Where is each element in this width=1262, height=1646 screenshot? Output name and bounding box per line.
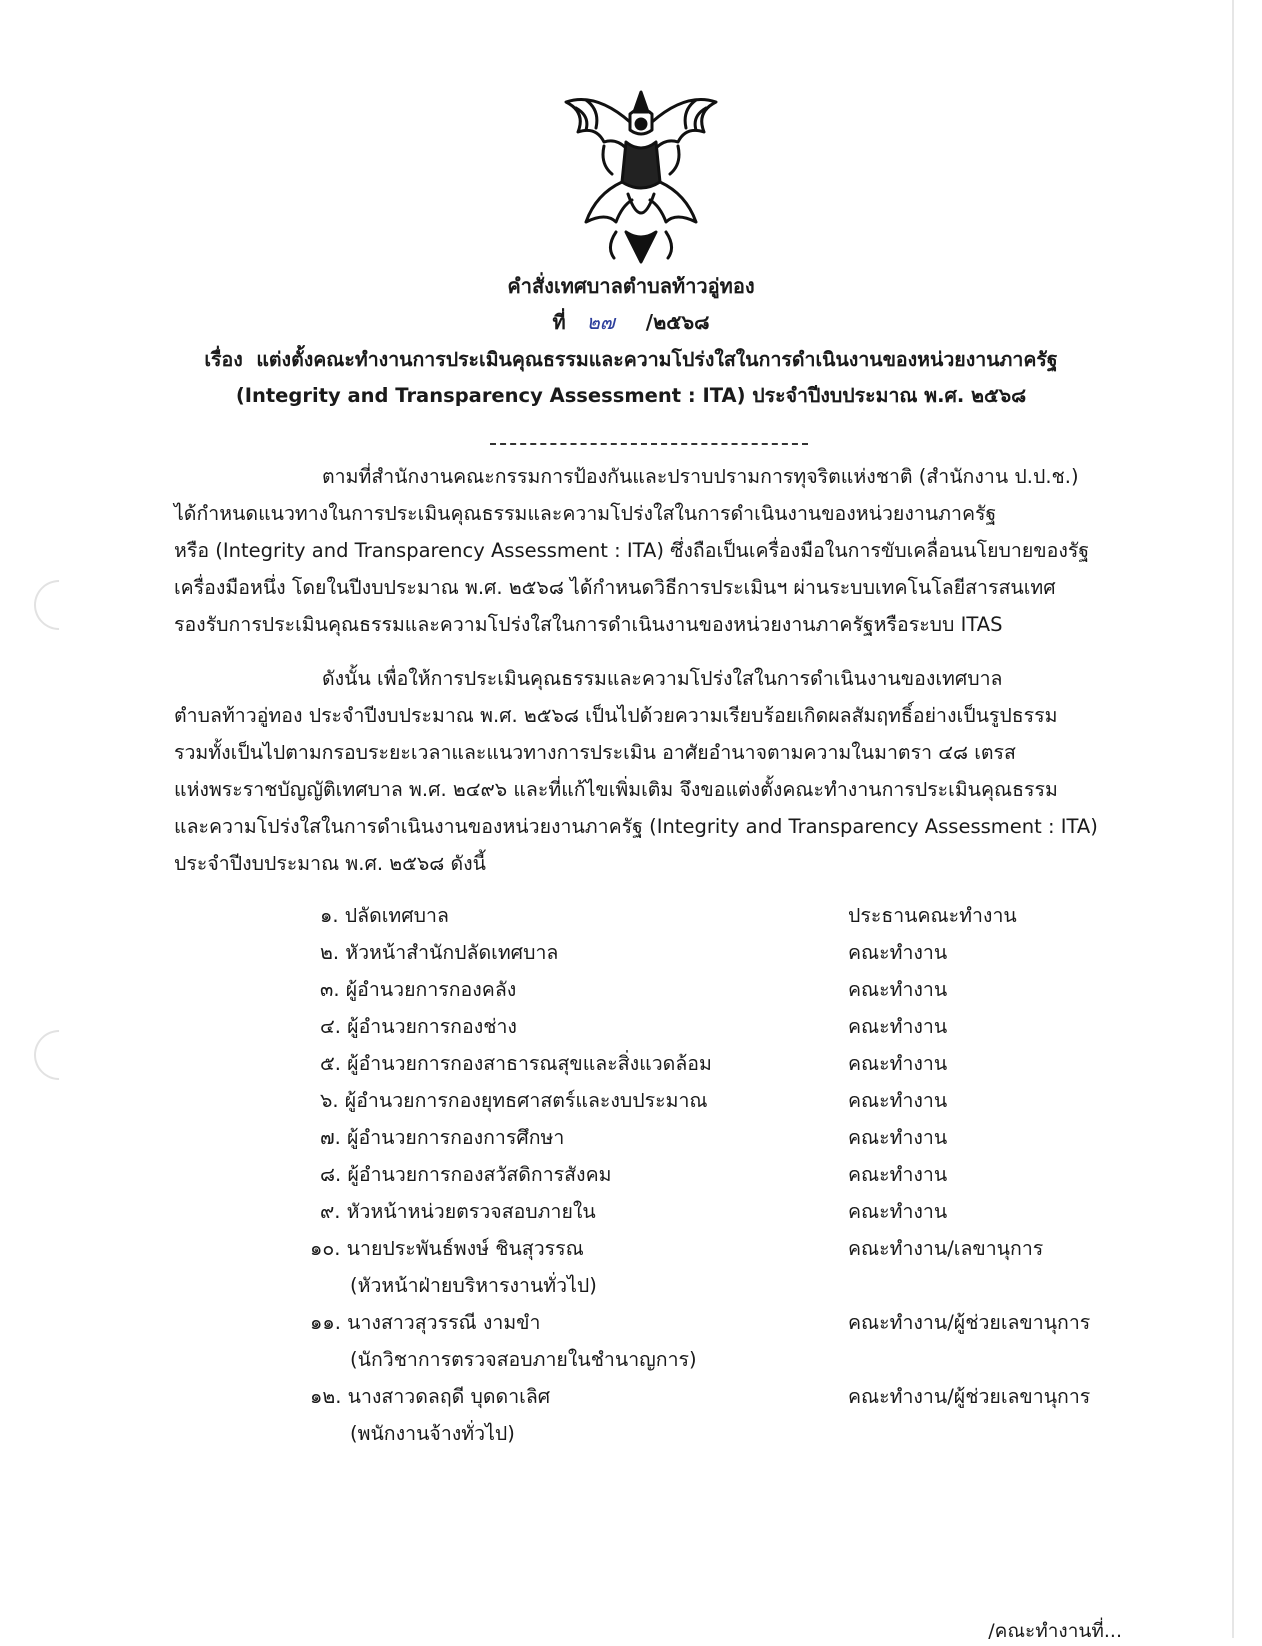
paragraph-line: และความโปร่งใสในการดำเนินงานของหน่วยงานภาครัฐ (Integrity and Transparency Assessment : ITA)	[174, 815, 1098, 838]
member-role: คณะทำงาน/ผู้ช่วยเลขานุการ	[848, 1311, 1091, 1334]
member-position: (หัวหน้าฝ่ายบริหารงานทั่วไป)	[350, 1274, 597, 1297]
member-name: ๓. ผู้อำนวยการกองคลัง	[320, 978, 517, 1001]
punch-hole-mark	[24, 1020, 95, 1091]
member-role: คณะทำงาน	[848, 1163, 948, 1186]
paragraph-line: รวมทั้งเป็นไปตามกรอบระยะเวลาและแนวทางการประเมิน อาศัยอำนาจตามความในมาตรา ๔๘ เตรส	[174, 741, 1016, 764]
order-number	[0, 306, 1262, 338]
paragraph-line: ดังนั้น เพื่อให้การประเมินคุณธรรมและความโปร่งใสในการดำเนินงานของเทศบาล	[322, 667, 1003, 690]
paragraph-background	[174, 458, 1118, 643]
member-role: คณะทำงาน	[848, 1052, 948, 1075]
paragraph-line: ตำบลท้าวอู่ทอง ประจำปีงบประมาณ พ.ศ. ๒๕๖๘ เป็นไปด้วยความเรียบร้อยเกิดผลสัมฤทธิ์อย่างเป็นรูปธรรม	[174, 704, 1058, 727]
member-position: (พนักงานจ้างทั่วไป)	[350, 1422, 515, 1445]
paragraph-line: ตามที่สำนักงานคณะกรรมการป้องกันและปราบปรามการทุจริตแห่งชาติ (สำนักงาน ป.ป.ช.)	[322, 465, 1079, 488]
member-role: คณะทำงาน	[848, 1015, 948, 1038]
paragraph-line: เครื่องมือหนึ่ง โดยในปีงบประมาณ พ.ศ. ๒๕๖๘ ได้กำหนดวิธีการประเมินฯ ผ่านระบบเทคโนโลยีสารสนเทศ	[174, 576, 1056, 599]
member-role: ประธานคณะทำงาน	[848, 904, 1017, 927]
paragraph-appointment	[174, 660, 1118, 882]
order-title: คำสั่งเทศบาลตำบลท้าวอู่ทอง	[507, 274, 755, 298]
order-number-suffix: /๒๕๖๘	[645, 310, 710, 334]
member-name: ๙. หัวหน้าหน่วยตรวจสอบภายใน	[320, 1200, 596, 1223]
punch-hole-mark	[24, 570, 95, 641]
member-role: คณะทำงาน	[848, 941, 948, 964]
garuda-emblem-icon	[556, 82, 726, 272]
member-name: ๔. ผู้อำนวยการกองช่าง	[320, 1015, 517, 1038]
member-name: ๒. หัวหน้าสำนักปลัดเทศบาล	[320, 941, 559, 964]
continued-marker: /คณะทำงานที่...	[988, 1620, 1122, 1642]
paragraph-line: รองรับการประเมินคุณธรรมและความโปร่งใสในการดำเนินงานของหน่วยงานภาครัฐหรือระบบ ITAS	[174, 613, 1003, 636]
header-divider	[490, 443, 808, 445]
member-role: คณะทำงาน/เลขานุการ	[848, 1237, 1044, 1260]
member-role: คณะทำงาน/ผู้ช่วยเลขานุการ	[848, 1385, 1091, 1408]
member-name: ๑. ปลัดเทศบาล	[320, 904, 449, 927]
member-role: คณะทำงาน	[848, 1089, 948, 1112]
paragraph-line: หรือ (Integrity and Transparency Assessment : ITA) ซึ่งถือเป็นเครื่องมือในการขับเคลื่อนนโยบายของรัฐ	[174, 539, 1090, 562]
member-name: ๘. ผู้อำนวยการกองสวัสดิการสังคม	[320, 1163, 612, 1186]
member-role: คณะทำงาน	[848, 1200, 948, 1223]
member-name: ๗. ผู้อำนวยการกองการศึกษา	[320, 1126, 565, 1149]
subject-text: แต่งตั้งคณะทำงานการประเมินคุณธรรมและความโปร่งใสในการดำเนินงานของหน่วยงานภาครัฐ	[256, 348, 1058, 371]
paragraph-line: ประจำปีงบประมาณ พ.ศ. ๒๕๖๘ ดังนี้	[174, 852, 486, 875]
subject-line-2: (Integrity and Transparency Assessment : ITA) ประจำปีงบประมาณ พ.ศ. ๒๕๖๘	[235, 384, 1027, 407]
member-name: ๑๐. นายประพันธ์พงษ์ ชินสุวรรณ	[310, 1237, 584, 1260]
subject-label: เรื่อง	[204, 348, 243, 371]
member-name: ๑๑. นางสาวสุวรรณี งามขำ	[310, 1311, 541, 1334]
member-name: ๖. ผู้อำนวยการกองยุทธศาสตร์และงบประมาณ	[320, 1089, 708, 1112]
member-role: คณะทำงาน	[848, 1126, 948, 1149]
member-role: คณะทำงาน	[848, 978, 948, 1001]
paragraph-line: แห่งพระราชบัญญัติเทศบาล พ.ศ. ๒๔๙๖ และที่แก้ไขเพิ่มเติม จึงขอแต่งตั้งคณะทำงานการประเมินคุณธรรม	[174, 778, 1058, 801]
member-name: ๕. ผู้อำนวยการกองสาธารณสุขและสิ่งแวดล้อม	[320, 1052, 712, 1075]
page-edge	[1232, 0, 1234, 1638]
member-name: ๑๒. นางสาวดลฤดี บุดดาเลิศ	[310, 1385, 551, 1408]
subject-line-1	[0, 344, 1262, 375]
order-number-prefix: ที่	[552, 310, 566, 334]
member-position: (นักวิชาการตรวจสอบภายในชำนาญการ)	[350, 1348, 697, 1371]
paragraph-line: ได้กำหนดแนวทางในการประเมินคุณธรรมและความโปร่งใสในการดำเนินงานของหน่วยงานภาครัฐ	[174, 502, 997, 525]
order-number-handwritten: ๒๗	[586, 310, 615, 334]
